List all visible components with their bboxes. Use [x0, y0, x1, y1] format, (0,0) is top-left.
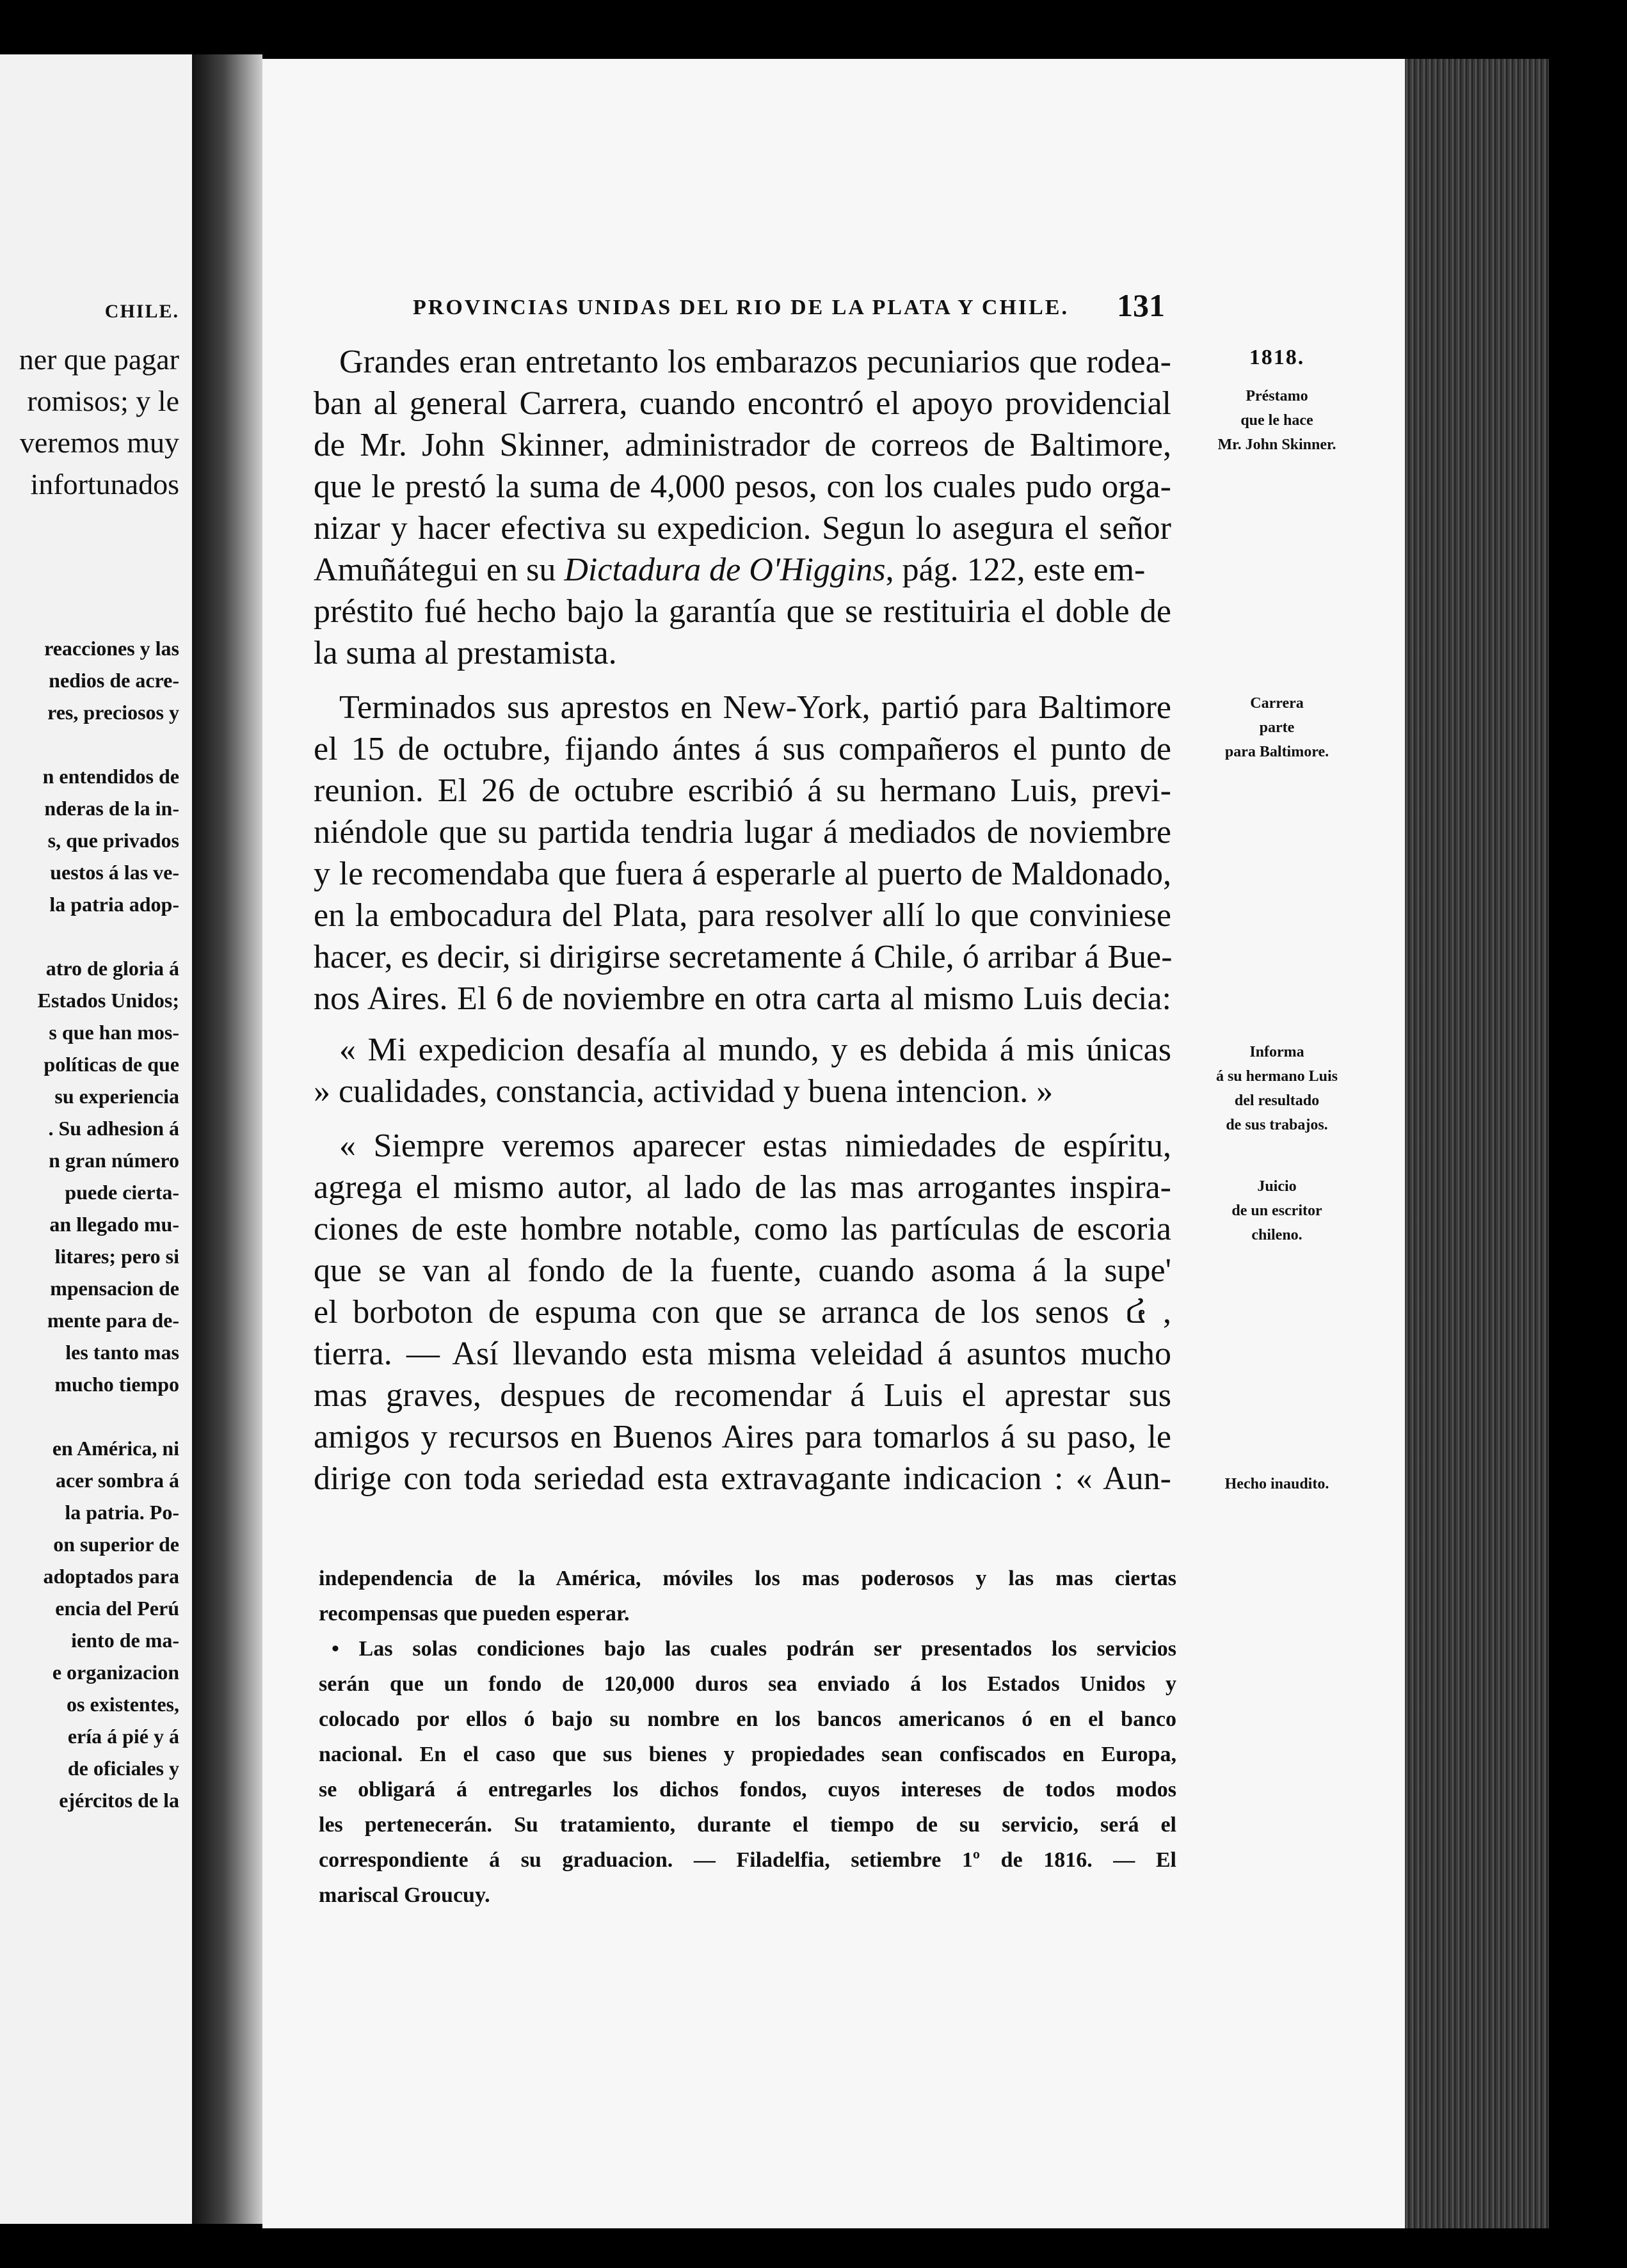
- body-line: amigos y recursos en Buenos Aires para tomarlos á su paso, le: [314, 1419, 1171, 1455]
- left-page-line: puede cierta-: [65, 1181, 179, 1204]
- body-line: reunion. El 26 de octubre escribió á su hermano Luis, previ-: [314, 772, 1171, 809]
- left-page-line: ner que pagar: [19, 343, 179, 376]
- body-line: [314, 554, 1171, 587]
- left-page-line: encia del Perú: [55, 1597, 179, 1620]
- left-page-line: mente para de-: [47, 1309, 179, 1332]
- body-line: préstito fué hecho bajo la garantía que se restituiria el doble de: [314, 593, 1171, 630]
- body-line: niéndole que su partida tendria lugar á mediados de noviembre: [314, 814, 1171, 850]
- margin-note-line: del resultado: [1234, 1092, 1320, 1109]
- margin-note-line: Mr. John Skinner.: [1217, 436, 1336, 453]
- body-line: tierra. — Así llevando esta misma veleidad á asuntos mucho: [314, 1336, 1171, 1372]
- book-title: Dictadura de O'Higgins: [564, 552, 886, 588]
- body-line: el borboton de espuma con que se arranca de los senos ៤ ,: [314, 1294, 1171, 1330]
- body-line: » cualidades, constancia, actividad y buena intencion. »: [314, 1073, 1054, 1110]
- left-page-line: nedios de acre-: [49, 669, 179, 692]
- footnote-line: mariscal Groucuy.: [319, 1883, 490, 1907]
- body-line: ban al general Carrera, cuando encontró el apoyo providencial: [314, 385, 1171, 422]
- margin-note-line: para Baltimore.: [1224, 744, 1329, 760]
- margin-note-line: Juicio: [1257, 1178, 1297, 1195]
- footnote-line: correspondiente á su graduacion. — Filadelfia, setiembre 1º de 1816. — El: [319, 1848, 1176, 1872]
- left-page-line: on superior de: [53, 1533, 179, 1556]
- body-line: en la embocadura del Plata, para resolver allí lo que conviniese: [314, 897, 1171, 934]
- body-line-part: Amuñátegui en su: [314, 552, 556, 588]
- body-line: el 15 de octubre, fijando ántes á sus compañeros el punto de: [314, 731, 1171, 767]
- footnote-line: se obligará á entregarles los dichos fondos, cuyos intereses de todos modos: [319, 1778, 1176, 1801]
- left-page-line: de oficiales y: [67, 1757, 179, 1780]
- left-page-line: mucho tiempo: [54, 1373, 179, 1396]
- left-page-line: romisos; y le: [27, 385, 179, 417]
- margin-note-line: que le hace: [1240, 412, 1313, 429]
- left-page-line: litares; pero si: [54, 1245, 179, 1268]
- book-gutter: [192, 54, 262, 2224]
- left-page-line: res, preciosos y: [47, 701, 179, 724]
- body-line: hacer, es decir, si dirigirse secretamente á Chile, ó arribar á Bue-: [314, 939, 1173, 975]
- left-page-line: Estados Unidos;: [37, 989, 179, 1012]
- margin-note-departure: [1184, 691, 1370, 764]
- body-line: de Mr. John Skinner, administrador de correos de Baltimore,: [314, 427, 1171, 463]
- margin-note-line: 1818.: [1249, 346, 1305, 369]
- margin-note-informs: [1184, 1040, 1370, 1137]
- left-page-line: veremos muy: [19, 426, 179, 459]
- left-page-line: les tanto mas: [65, 1341, 179, 1364]
- body-line: « Mi expedicion desafía al mundo, y es debida á mis únicas: [339, 1032, 1171, 1068]
- left-page-line: infortunados: [30, 468, 179, 500]
- body-line: nizar y hacer efectiva su expedicion. Segun lo asegura el señor: [314, 510, 1171, 547]
- page-number: 131: [1117, 287, 1165, 323]
- left-page-line: adoptados para: [43, 1565, 179, 1588]
- margin-note-line: parte: [1259, 719, 1295, 736]
- margin-note-line: Préstamo: [1246, 388, 1308, 404]
- left-page-line: uestos á las ve-: [50, 861, 179, 884]
- left-page-line: mpensacion de: [50, 1277, 179, 1300]
- body-line: nos Aires. El 6 de noviembre en otra carta al mismo Luis decia:: [314, 980, 1171, 1017]
- margin-note-line: Hecho inaudito.: [1224, 1476, 1329, 1492]
- footnote-line: les pertenecerán. Su tratamiento, durante el tiempo de su servicio, será el: [319, 1813, 1176, 1837]
- margin-note-line: Carrera: [1250, 695, 1304, 712]
- left-page-line: CHILE.: [104, 301, 179, 322]
- margin-note-line: de un escritor: [1231, 1202, 1322, 1219]
- footnote-line: recompensas que pueden esperar.: [319, 1602, 630, 1625]
- left-page-line: su experiencia: [54, 1085, 179, 1108]
- body-line: agrega el mismo autor, al lado de las mas arrogantes inspira-: [314, 1169, 1171, 1206]
- left-page-line: n entendidos de: [42, 765, 179, 788]
- body-line: mas graves, despues de recomendar á Luis el aprestar sus: [314, 1377, 1171, 1414]
- left-page-line: la patria adop-: [49, 893, 179, 916]
- footnote-line: colocado por ellos ó bajo su nombre en los bancos americanos ó en el banco: [319, 1707, 1176, 1731]
- left-page-line: ería á pié y á: [67, 1725, 179, 1748]
- left-page-line: s que han mos-: [49, 1021, 179, 1044]
- body-line: la suma al prestamista.: [314, 635, 617, 671]
- margin-note-loan: [1184, 384, 1370, 457]
- body-line: dirige con toda seriedad esta extravagante indicacion : « Aun-: [314, 1460, 1171, 1497]
- margin-note-judgement: [1184, 1174, 1370, 1247]
- left-page-line: políticas de que: [44, 1053, 179, 1076]
- margin-note-line: chileno.: [1251, 1227, 1302, 1243]
- left-page-line: iento de ma-: [71, 1629, 179, 1652]
- footnote-line: nacional. En el caso que sus bienes y propiedades sean confiscados en Europa,: [319, 1743, 1176, 1766]
- left-page-line: en América, ni: [52, 1437, 179, 1460]
- left-page-line: acer sombra á: [55, 1469, 179, 1492]
- body-line-part: , pág. 122, este em-: [885, 552, 1146, 588]
- body-line: « Siempre veremos aparecer estas nimiedades de espíritu,: [339, 1128, 1171, 1164]
- left-page-line: reacciones y las: [44, 637, 179, 660]
- left-page-line: n gran número: [49, 1149, 179, 1172]
- left-page-line: nderas de la in-: [44, 797, 179, 820]
- page-edge: [1405, 59, 1549, 2228]
- margin-note-year: [1184, 346, 1370, 370]
- footnote-line: serán que un fondo de 120,000 duros sea enviado á los Estados Unidos y: [319, 1672, 1176, 1696]
- body-line: Grandes eran entretanto los embarazos pecuniarios que rodea-: [339, 344, 1171, 380]
- left-page-line: an llegado mu-: [49, 1213, 179, 1236]
- body-line: ciones de este hombre notable, como las partículas de escoria: [314, 1211, 1171, 1247]
- left-page-line: e organizacion: [52, 1661, 179, 1684]
- left-page-line: s, que privados: [47, 829, 179, 852]
- left-page-line: atro de gloria á: [45, 957, 179, 980]
- margin-note-unheard: [1184, 1472, 1370, 1496]
- running-head: PROVINCIAS UNIDAS DEL RIO DE LA PLATA Y CHILE.: [413, 296, 1069, 319]
- footnote-line: • Las solas condiciones bajo las cuales podrán ser presentados los servicios: [332, 1637, 1176, 1661]
- body-line: que se van al fondo de la fuente, cuando asoma á la supe': [314, 1252, 1171, 1289]
- body-line: Terminados sus aprestos en New-York, partió para Baltimore: [339, 689, 1171, 726]
- left-page-line: . Su adhesion á: [48, 1117, 179, 1140]
- facing-page-fragment: [0, 54, 192, 2224]
- left-page-line: ejércitos de la: [59, 1789, 179, 1812]
- left-page-line: la patria. Po-: [65, 1501, 179, 1524]
- body-line: que le prestó la suma de 4,000 pesos, con los cuales pudo orga-: [314, 468, 1171, 505]
- margin-note-line: á su hermano Luis: [1215, 1068, 1338, 1085]
- margin-note-line: de sus trabajos.: [1226, 1117, 1328, 1133]
- left-page-line: os existentes,: [67, 1693, 179, 1716]
- body-line: y le recomendaba que fuera á esperarle al puerto de Maldonado,: [314, 856, 1171, 892]
- footnote-line: independencia de la América, móviles los mas poderosos y las mas ciertas: [319, 1567, 1176, 1590]
- margin-note-line: Informa: [1249, 1044, 1304, 1060]
